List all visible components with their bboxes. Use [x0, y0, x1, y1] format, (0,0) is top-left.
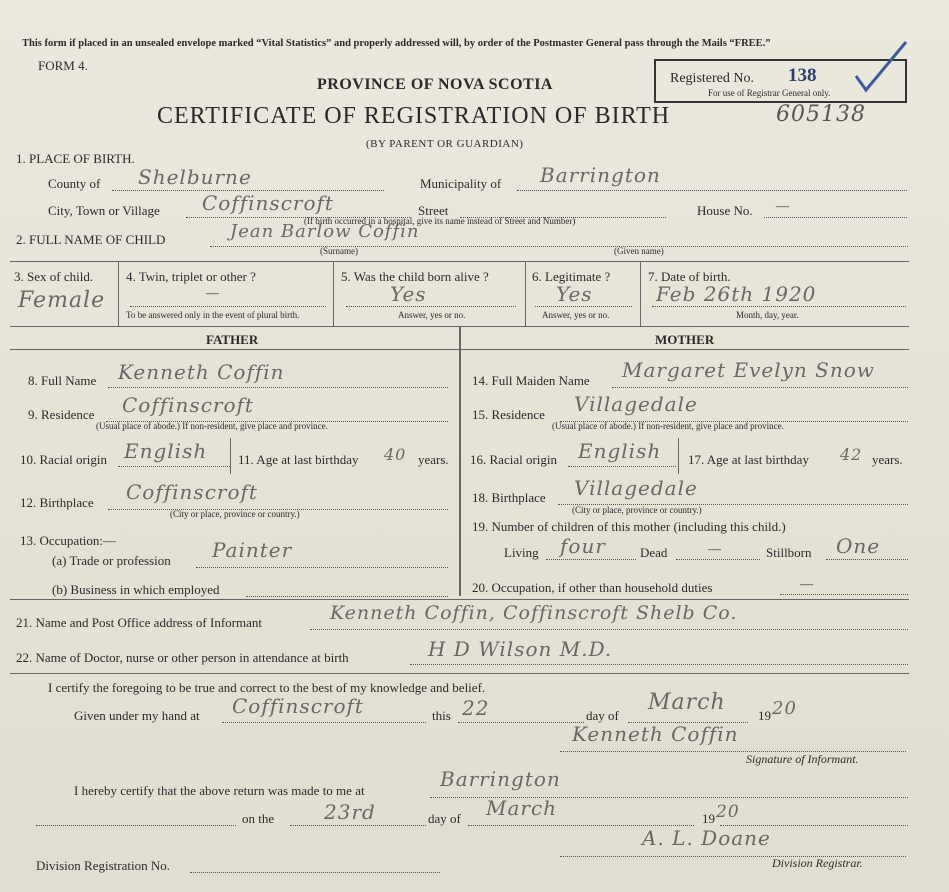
on-the-label: on the: [242, 811, 275, 826]
month-value: March: [648, 690, 726, 715]
mother-name-label: 14. Full Maiden Name: [472, 373, 590, 388]
given-place-line: [222, 722, 426, 723]
date-of-birth-line: [652, 306, 906, 307]
twin-line: [130, 306, 326, 307]
certificate-number: 605138: [776, 102, 866, 127]
house-value: —: [776, 198, 789, 213]
legitimate-value: Yes: [556, 282, 593, 306]
registrar-text: I hereby certify that the above return was made to me at: [74, 783, 365, 798]
mother-occupation-value: —: [800, 576, 813, 591]
stillborn-label: Stillborn: [766, 545, 812, 560]
mother-birthplace-value: Villagedale: [574, 476, 698, 500]
mother-heading: MOTHER: [655, 332, 715, 347]
registrar-signature: A. L. Doane: [642, 826, 771, 850]
registrar-day-value: 23rd: [324, 800, 376, 824]
twin-value: —: [206, 285, 219, 300]
father-residence-note: (Usual place of abode.) If non-resident, give place and province.: [96, 421, 328, 431]
day-of-label: day of: [586, 708, 619, 723]
mother-birthplace-note: (City or place, province or country.): [572, 505, 702, 515]
division-registration-line: [190, 872, 440, 873]
row-divider: [10, 673, 909, 674]
dead-line: [676, 559, 760, 560]
father-residence-value: Coffinscroft: [122, 393, 254, 417]
day-line: [458, 722, 584, 723]
mother-age-label: 17. Age at last birthday: [688, 452, 809, 467]
column-divider: [333, 261, 334, 326]
certify-text: I certify the foregoing to be true and correct to the best of my knowledge and belief.: [48, 680, 486, 695]
column-divider: [230, 438, 231, 474]
trade-value: Painter: [212, 538, 293, 562]
parents-divider: [459, 326, 461, 596]
father-name-line: [108, 387, 448, 388]
column-divider: [640, 261, 641, 326]
stillborn-value: One: [836, 534, 881, 558]
living-line: [546, 559, 636, 560]
mother-age-value: 42: [840, 445, 863, 464]
trade-line: [196, 567, 448, 568]
day-value: 22: [462, 696, 490, 720]
legitimate-line: [535, 306, 632, 307]
registrar-place-value: Barrington: [440, 767, 561, 791]
registrar-month-value: March: [486, 796, 558, 820]
informant-label: 21. Name and Post Office address of Informant: [16, 615, 262, 630]
column-divider: [118, 261, 119, 326]
year-prefix: 19: [758, 708, 771, 723]
municipality-value: Barrington: [540, 163, 661, 187]
column-divider: [525, 261, 526, 326]
child-name-value: Jean Barlow Coffin: [230, 221, 420, 242]
sex-label: 3. Sex of child.: [14, 269, 94, 284]
county-label: County of: [48, 176, 101, 191]
informant-line: [310, 629, 908, 630]
date-of-birth-value: Feb 26th 1920: [656, 282, 817, 306]
mother-years-label: years.: [872, 452, 903, 467]
given-name-note: (Given name): [614, 246, 664, 256]
sex-value: Female: [18, 288, 106, 313]
born-alive-label: 5. Was the child born alive ?: [341, 269, 489, 284]
row-divider: [10, 349, 909, 350]
mother-residence-value: Villagedale: [574, 392, 698, 416]
informant-signature: Kenneth Coffin: [572, 722, 739, 746]
division-registration-label: Division Registration No.: [36, 858, 170, 873]
row-divider: [10, 261, 909, 262]
business-line: [246, 596, 448, 597]
legitimate-label: 6. Legitimate ?: [532, 269, 611, 284]
street-label: Street: [418, 203, 449, 218]
father-age-label: 11. Age at last birthday: [238, 452, 359, 467]
blank-line: [36, 825, 236, 826]
registrar-day-of-label: day of: [428, 811, 461, 826]
given-label: Given under my hand at: [74, 708, 200, 723]
living-value: four: [560, 534, 606, 558]
father-birthplace-note: (City or place, province or country.): [170, 509, 300, 519]
province-heading: PROVINCE OF NOVA SCOTIA: [317, 76, 553, 93]
hospital-note: (If birth occurred in a hospital, give its name instead of Street and Number): [304, 216, 576, 226]
child-name-label: 2. FULL NAME OF CHILD: [16, 232, 166, 247]
subtitle: (BY PARENT OR GUARDIAN): [366, 138, 524, 150]
father-racial-label: 10. Racial origin: [20, 452, 108, 467]
form-number: FORM 4.: [38, 58, 88, 73]
registered-note: For use of Registrar General only.: [708, 88, 831, 98]
legitimate-note: Answer, yes or no.: [542, 310, 610, 320]
row-divider: [10, 599, 909, 600]
father-name-label: 8. Full Name: [28, 373, 97, 388]
city-value: Coffinscroft: [202, 191, 334, 215]
signature-label: Signature of Informant.: [746, 752, 859, 766]
mother-occupation-line: [780, 594, 908, 595]
informant-value: Kenneth Coffin, Coffinscroft Shelb Co.: [330, 602, 738, 624]
registrar-year-prefix: 19: [702, 811, 715, 826]
mother-racial-line: [568, 466, 676, 467]
business-label: (b) Business in which employed: [52, 582, 220, 597]
this-label: this: [432, 708, 451, 723]
mother-occupation-label: 20. Occupation, if other than household duties: [472, 580, 713, 595]
father-name-value: Kenneth Coffin: [118, 360, 285, 384]
trade-label: (a) Trade or profession: [52, 553, 171, 568]
living-label: Living: [504, 545, 539, 560]
registrar-day-line: [290, 825, 426, 826]
twin-note: To be answered only in the event of plural birth.: [126, 310, 300, 320]
registered-label: Registered No.: [670, 71, 754, 86]
child-name-line: [210, 246, 908, 247]
certificate-title: CERTIFICATE OF REGISTRATION OF BIRTH: [157, 103, 671, 129]
date-of-birth-label: 7. Date of birth.: [648, 269, 731, 284]
top-notice: This form if placed in an unsealed envelope marked “Vital Statistics” and properly addressed will, by order of the Postmaster General pass through the Mails “FREE.”: [22, 38, 771, 49]
mother-residence-note: (Usual place of abode.) If non-resident, give place and province.: [552, 421, 784, 431]
born-alive-line: [346, 306, 516, 307]
father-years-label: years.: [418, 452, 449, 467]
dead-value: —: [708, 541, 721, 556]
house-line: [764, 217, 907, 218]
attendant-label: 22. Name of Doctor, nurse or other person in attendance at birth: [16, 650, 349, 665]
twin-label: 4. Twin, triplet or other ?: [126, 269, 256, 284]
mother-birthplace-label: 18. Birthplace: [472, 490, 546, 505]
checkmark-icon: [852, 38, 912, 98]
mother-name-line: [612, 387, 908, 388]
dead-label: Dead: [640, 545, 668, 560]
father-racial-line: [118, 466, 230, 467]
given-place-value: Coffinscroft: [232, 694, 364, 718]
registrar-year-value: 20: [716, 802, 740, 822]
mother-residence-label: 15. Residence: [472, 407, 545, 422]
born-alive-note: Answer, yes or no.: [398, 310, 466, 320]
municipality-label: Municipality of: [420, 176, 502, 191]
place-of-birth-heading: 1. PLACE OF BIRTH.: [16, 151, 135, 166]
registrar-label: Division Registrar.: [772, 856, 863, 870]
father-residence-label: 9. Residence: [28, 407, 95, 422]
county-value: Shelburne: [138, 165, 252, 189]
year-value: 20: [772, 698, 797, 719]
born-alive-value: Yes: [390, 282, 427, 306]
stillborn-line: [826, 559, 908, 560]
surname-note: (Surname): [320, 246, 358, 256]
house-label: House No.: [697, 203, 753, 218]
date-of-birth-note: Month, day, year.: [736, 310, 799, 320]
municipality-line: [517, 190, 907, 191]
children-label: 19. Number of children of this mother (including this child.): [472, 519, 786, 534]
attendant-line: [410, 664, 908, 665]
father-birthplace-label: 12. Birthplace: [20, 495, 94, 510]
father-racial-value: English: [124, 439, 208, 463]
occupation-label: 13. Occupation:—: [20, 533, 117, 548]
mother-racial-value: English: [578, 439, 662, 463]
column-divider: [678, 438, 679, 474]
mother-name-value: Margaret Evelyn Snow: [622, 358, 875, 382]
mother-racial-label: 16. Racial origin: [470, 452, 558, 467]
father-heading: FATHER: [206, 332, 259, 347]
registered-number: 138: [788, 65, 817, 86]
city-label: City, Town or Village: [48, 203, 160, 218]
attendant-value: H D Wilson M.D.: [428, 637, 613, 661]
father-age-value: 40: [384, 445, 407, 464]
father-birthplace-value: Coffinscroft: [126, 480, 258, 504]
